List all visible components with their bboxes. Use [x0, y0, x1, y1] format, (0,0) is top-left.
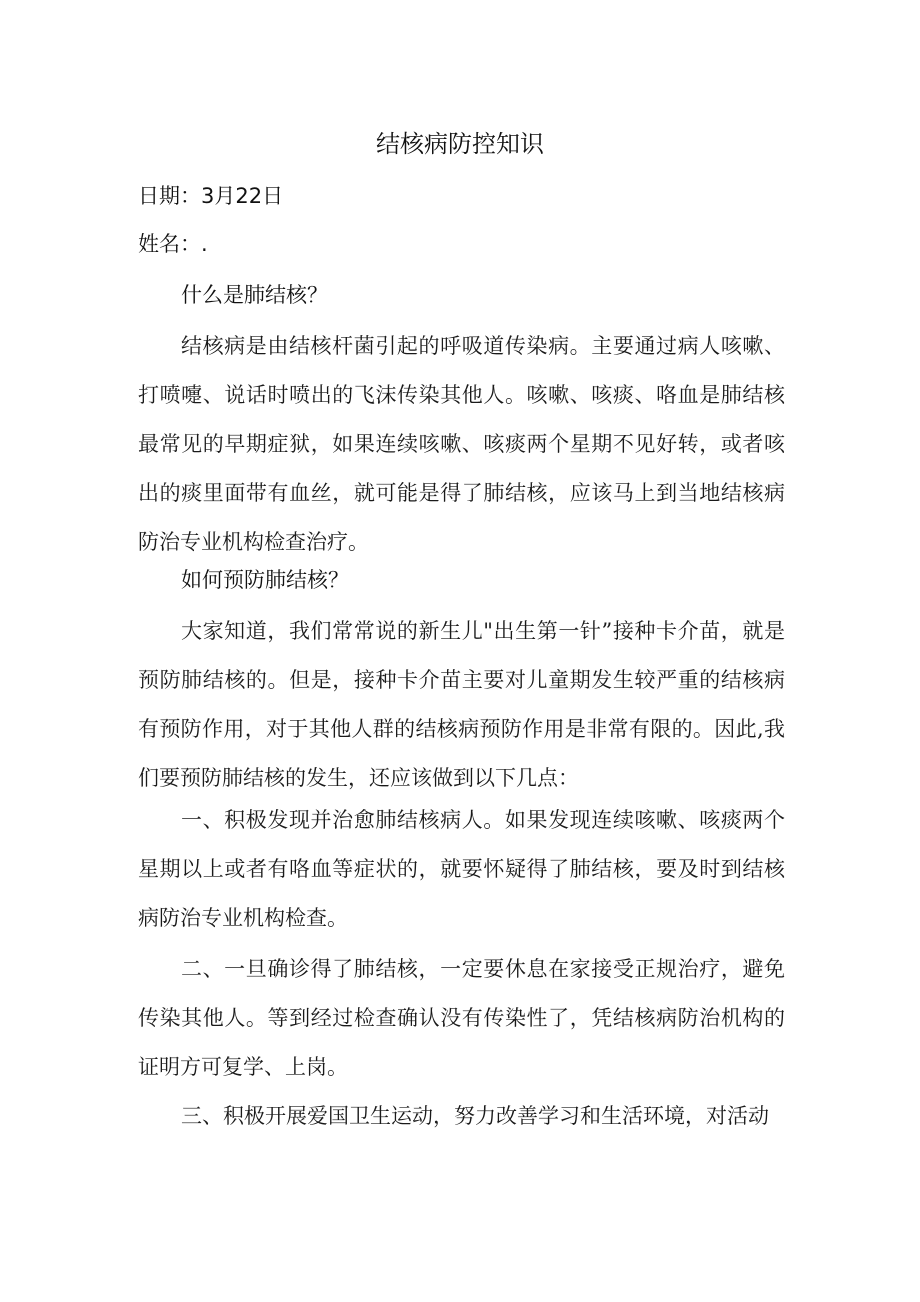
- paragraph-prevention-intro: 大家知道，我们常常说的新生儿"出生第一针”接种卡介苗，就是预防肺结核的。但是，接种卡介苗主要对儿童期发生较严重的结核病有预防作用，对于其他人群的结核病预防作用是非常有限的。因此,我们要预防肺结核的发生，还应该做到以下几点：: [138, 619, 785, 790]
- section-heading-what-is-tb: 什么是肺结核？: [181, 283, 328, 307]
- paragraph-what-is-tb: 结核病是由结核杆菌引起的呼吸道传染病。主要通过病人咳嗽、打喷嚏、说话时喷出的飞沫传染其他人。咳嗽、咳痰、咯血是肺结核最常见的早期症狱，如果连续咳嗽、咳痰两个星期不见好转，或者咳出的痰里面带有血丝，就可能是得了肺结核，应该马上到当地结核病防治专业机构检查治疗。: [138, 334, 785, 554]
- section-heading-prevention: 如何预防肺结核？: [181, 568, 349, 592]
- paragraph-point-two: 二、一旦确诊得了肺结核，一定要休息在家接受正规治疗，避免传染其他人。等到经过检查确认没有传染性了，凭结核病防治机构的证明方可复学、上岗。: [138, 957, 785, 1079]
- paragraph-point-one: 一、积极发现并治愈肺结核病人。如果发现连续咳嗽、咳痰两个星期以上或者有咯血等症状的，就要怀疑得了肺结核，要及时到结核病防治专业机构检查。: [138, 808, 785, 930]
- name-line: 姓名：.: [138, 232, 208, 256]
- date-line: 日期：3月22日: [138, 184, 284, 208]
- paragraph-point-three: 三、积极开展爱国卫生运动，努力改善学习和生活环境，对活动: [181, 1104, 769, 1128]
- document-title: 结核病防控知识: [376, 130, 544, 158]
